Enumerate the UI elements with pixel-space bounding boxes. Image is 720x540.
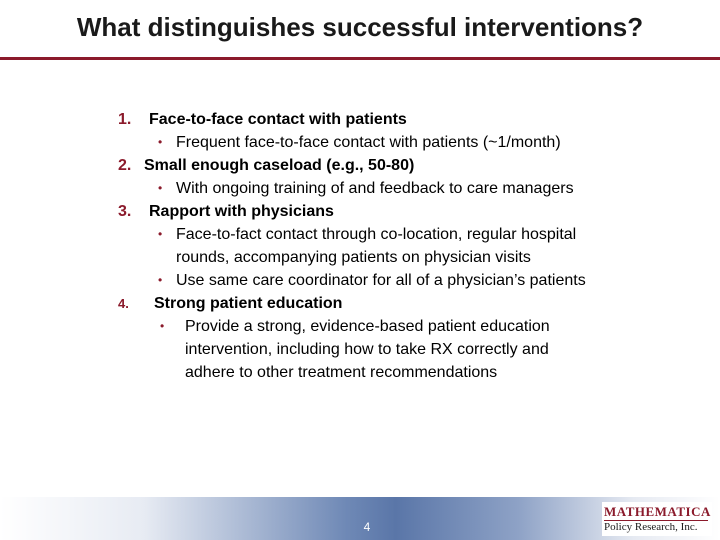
sub-bullet-text: Frequent face-to-face contact with patients (~1/month) [176,134,561,151]
bullet-icon: • [160,319,165,333]
sub-bullet-text-cont: adhere to other treatment recommendations [185,364,498,381]
sub-bullet-text: Provide a strong, evidence-based patient education [185,318,550,335]
sub-bullet-text: Use same care coordinator for all of a physician’s patients [176,272,586,289]
list-item-2 [118,154,678,177]
sub-bullet-3-2 [118,269,678,292]
sub-bullet-3-1 [118,223,678,269]
slide-title: What distinguishes successful interventions? [76,12,644,42]
item-number-4: 4. [118,296,129,311]
logo-subtitle: Policy Research, Inc. [604,521,698,533]
list-item-3 [118,200,678,223]
bullet-icon: • [158,135,163,149]
item-text-1: Face-to-face contact with patients [149,111,407,128]
sub-bullet-1-1 [118,131,678,154]
sub-bullet-4-1 [118,315,678,384]
sub-bullet-2-1 [118,177,678,200]
page-number: 4 [363,520,371,534]
list-item-1 [118,108,678,131]
bullet-icon: • [158,227,163,241]
item-number-1: 1. [118,111,132,128]
logo-wordmark: MATHEMATICA [604,504,711,519]
sub-bullet-text-cont: rounds, accompanying patients on physician visits [176,249,531,266]
sub-bullet-text-cont: intervention, including how to take RX correctly and [185,341,549,358]
item-number-2: 2. [118,157,132,174]
title-divider [0,57,720,60]
bullet-icon: • [158,181,163,195]
bullet-icon: • [158,273,163,287]
mathematica-logo [602,502,712,536]
item-text-2: Small enough caseload (e.g., 50-80) [144,157,415,174]
sub-bullet-text: Face-to-fact contact through co-location, regular hospital [176,226,577,243]
content-list [118,108,678,384]
sub-bullet-text: With ongoing training of and feedback to care managers [176,180,574,197]
item-text-3: Rapport with physicians [149,203,334,220]
list-item-4 [118,292,678,315]
item-text-4: Strong patient education [154,295,343,312]
item-number-3: 3. [118,203,132,220]
